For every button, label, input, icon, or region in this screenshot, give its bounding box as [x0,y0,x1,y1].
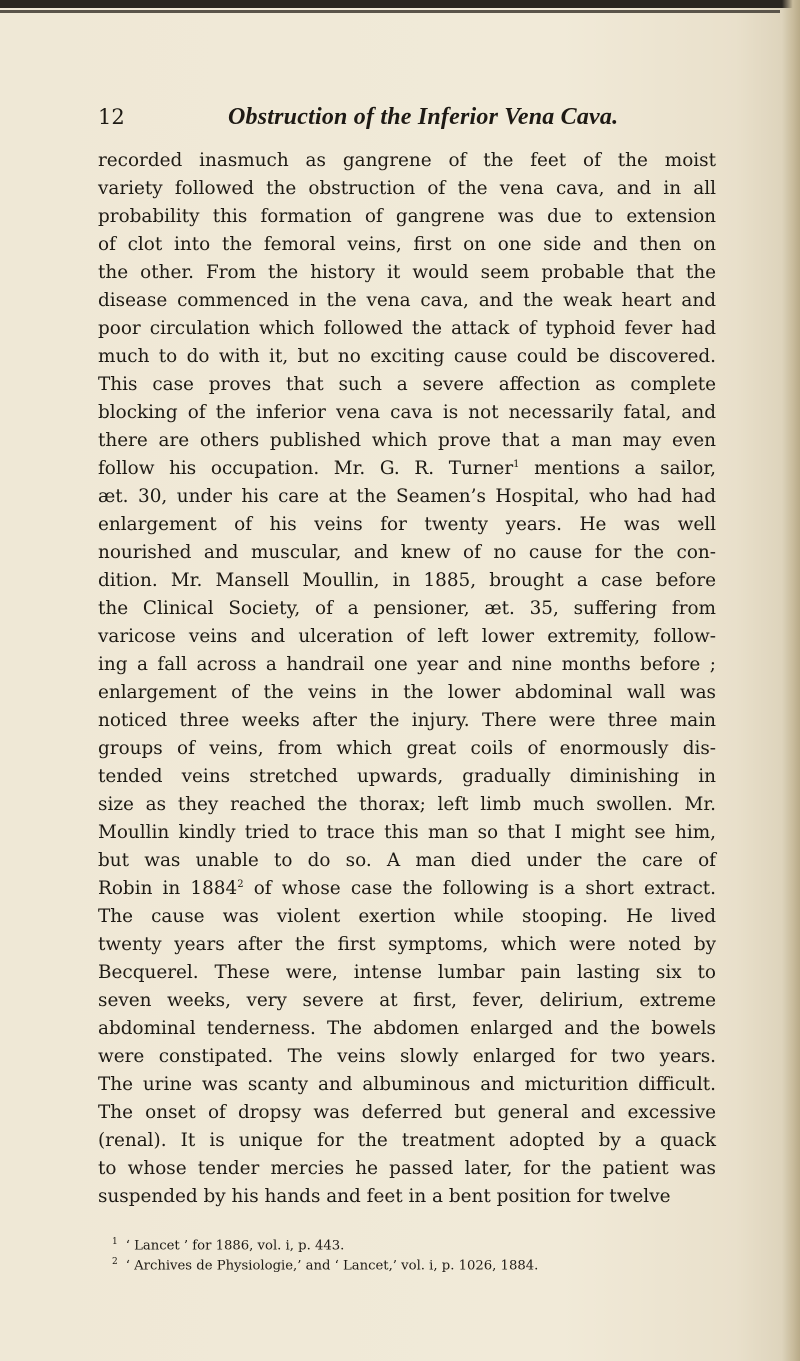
text-fragment: mentions a sailor, [519,458,716,479]
text-line: of clot into the femoral veins, first on one side and then on [98,234,716,255]
footnote-ref: 1 [513,458,520,470]
text-line: tended veins stretched upwards, gradually diminishing in [98,766,716,787]
text-line: The onset of dropsy was deferred but general and excessive [98,1102,716,1123]
footnote [112,1252,712,1272]
text-line: (renal). It is unique for the treatment adopted by a quack [98,1130,716,1151]
text-fragment: follow his occupation. Mr. G. R. Turner [98,458,514,479]
text-fragment: Robin in 1884 [98,878,238,899]
text-line: enlargement of his veins for twenty years. He was well [98,514,716,535]
text-fragment: of whose case the following is a short extract. [243,878,716,899]
text-line: disease commenced in the vena cava, and the weak heart and [98,290,716,311]
text-line: the Clinical Society, of a pensioner, æt. 35, suffering from [98,598,716,619]
text-line: twenty years after the first symptoms, which were noted by [98,934,716,955]
text-line: probability this formation of gangrene was due to extension [98,206,716,227]
text-line: much to do with it, but no exciting cause could be discovered. [98,346,716,367]
footnote-text: ‘ Archives de Physiologie,’ and ‘ Lancet,’ vol. i, p. 1026, 1884. [125,1258,539,1274]
text-line: but was unable to do so. A man died under the care of [98,850,716,871]
text-line: were constipated. The veins slowly enlarged for two years. [98,1046,716,1067]
text-line: groups of veins, from which great coils of enormously dis- [98,738,716,759]
text-line: This case proves that such a severe affection as complete [98,374,716,395]
text-line: the other. From the history it would seem probable that the [98,262,716,283]
running-title: Obstruction of the Inferior Vena Cava. [228,104,619,130]
text-line: Moullin kindly tried to trace this man so that I might see him, [98,822,716,843]
text-line: dition. Mr. Mansell Moullin, in 1885, brought a case before [98,570,716,591]
footnote-ref: 2 [237,878,244,890]
text-line: The urine was scanty and albuminous and micturition difficult. [98,1074,716,1095]
text-line: poor circulation which followed the attack of typhoid fever had [98,318,716,339]
footnote-mark: 1 [112,1237,118,1247]
text-line: recorded inasmuch as gangrene of the feet of the moist [98,150,716,171]
footnote-mark: 2 [112,1257,118,1267]
body-paragraph [98,147,716,1211]
text-line: Becquerel. These were, intense lumbar pain lasting six to [98,962,716,983]
text-line-with-footnote-ref [98,455,716,483]
text-line-with-footnote-ref [98,875,716,903]
text-line: enlargement of the veins in the lower abdominal wall was [98,682,716,703]
text-line: nourished and muscular, and knew of no cause for the con- [98,542,716,563]
text-line: æt. 30, under his care at the Seamen’s Hospital, who had had [98,486,716,507]
footnotes [112,1232,712,1272]
page-number: 12 [98,105,125,129]
text-line: seven weeks, very severe at first, fever, delirium, extreme [98,990,716,1011]
text-line: The cause was violent exertion while stooping. He lived [98,906,716,927]
text-line: ing a fall across a handrail one year and nine months before ; [98,654,716,675]
top-border-thin-rule [0,10,780,13]
text-line: suspended by his hands and feet in a bent position for twelve [98,1186,671,1207]
footnote-text: ‘ Lancet ’ for 1886, vol. i, p. 443. [125,1238,345,1254]
page-edge-shadow [782,0,800,1361]
text-line: size as they reached the thorax; left limb much swollen. Mr. [98,794,716,815]
top-border-rule [0,0,800,8]
running-header [98,104,718,138]
text-line: varicose veins and ulceration of left lower extremity, follow- [98,626,716,647]
footnote [112,1232,712,1252]
text-line: there are others published which prove that a man may even [98,430,716,451]
text-line: abdominal tenderness. The abdomen enlarged and the bowels [98,1018,716,1039]
text-line: to whose tender mercies he passed later, for the patient was [98,1158,716,1179]
text-line: noticed three weeks after the injury. There were three main [98,710,716,731]
text-line: variety followed the obstruction of the vena cava, and in all [98,178,716,199]
text-line: blocking of the inferior vena cava is not necessarily fatal, and [98,402,716,423]
